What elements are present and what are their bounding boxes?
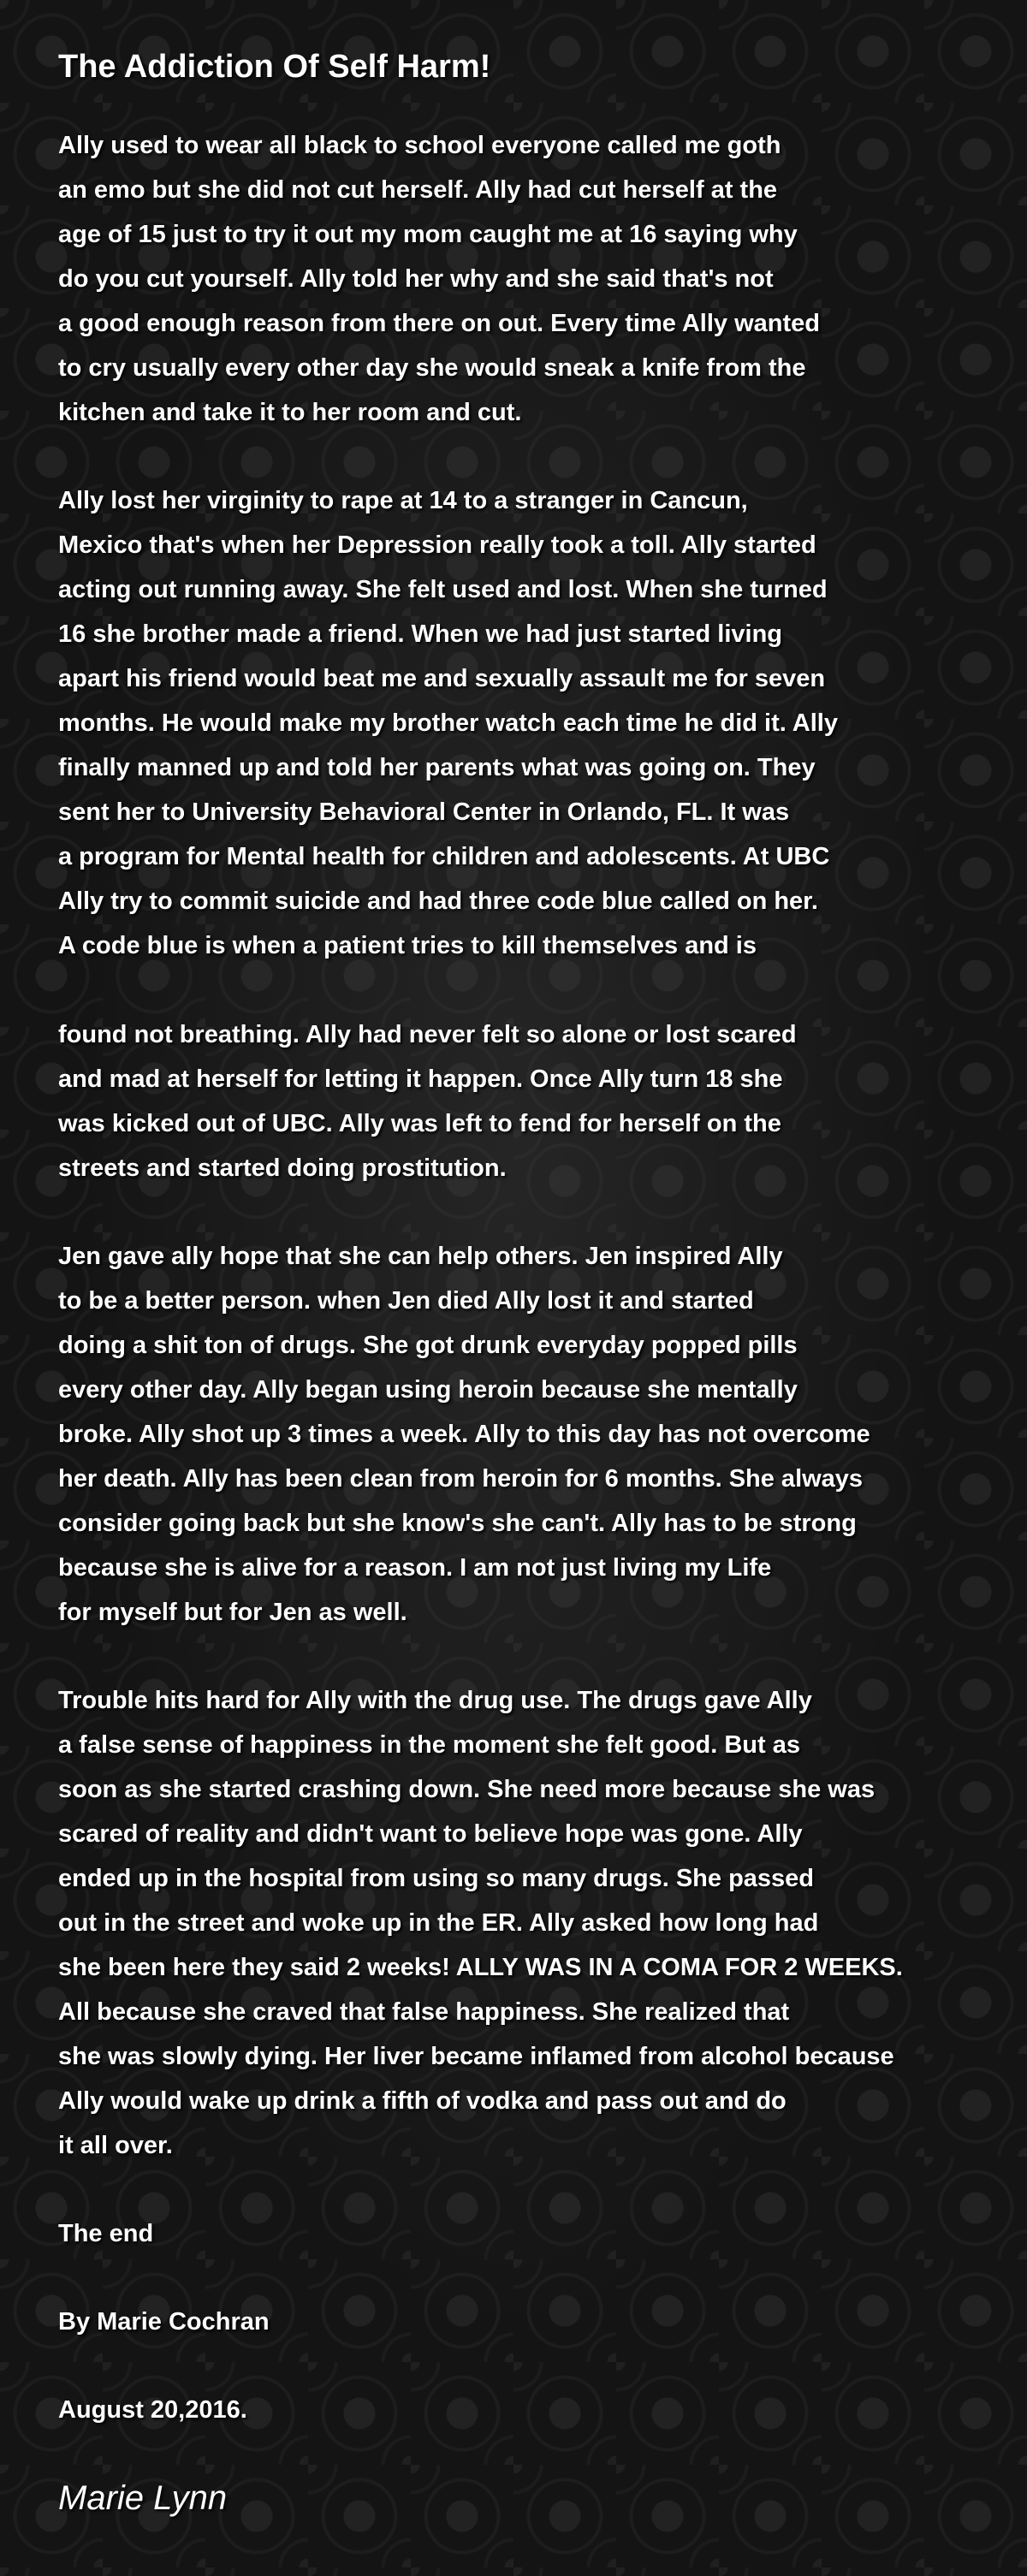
poem-line: it all over. <box>58 2132 173 2159</box>
poem-line: doing a shit ton of drugs. She got drunk everyday popped pills <box>58 1332 798 1359</box>
stanza <box>58 1678 1008 2168</box>
poem-line: 16 she brother made a friend. When we had just started living <box>58 620 783 648</box>
stanza <box>58 1234 1008 1635</box>
poem-line: acting out running away. She felt used and lost. When she turned <box>58 576 828 603</box>
poem-byline: By Marie Cochran <box>58 2308 270 2336</box>
poem-line: Ally would wake up drink a fifth of vodka and pass out and do <box>58 2087 787 2115</box>
poem-line: a false sense of happiness in the moment she felt good. But as <box>58 1731 800 1759</box>
poem-line: kitchen and take it to her room and cut. <box>58 399 522 426</box>
poem-line: her death. Ally has been clean from heroin for 6 months. She always <box>58 1465 864 1493</box>
poem-title: The Addiction Of Self Harm! <box>58 49 491 85</box>
poem-line: to cry usually every other day she would sneak a knife from the <box>58 354 806 382</box>
author-signature: Marie Lynn <box>58 2479 228 2517</box>
poem-line: broke. Ally shot up 3 times a week. Ally to this day has not overcome <box>58 1421 870 1448</box>
poem-line: sent her to University Behavioral Center in Orlando, FL. It was <box>58 798 790 826</box>
poem-line: Ally try to commit suicide and had three code blue called on her. <box>58 887 818 915</box>
poem-line: apart his friend would beat me and sexually assault me for seven <box>58 665 826 692</box>
poem-line: because she is alive for a reason. I am not just living my Life <box>58 1554 772 1582</box>
poem-line: Mexico that's when her Depression really took a toll. Ally started <box>58 531 816 559</box>
poem-line: streets and started doing prostitution. <box>58 1154 507 1182</box>
poem-line: an emo but she did not cut herself. Ally had cut herself at the <box>58 176 778 204</box>
poem-line: ended up in the hospital from using so many drugs. She passed <box>58 1865 815 1892</box>
poem-date: August 20,2016. <box>58 2396 247 2424</box>
poem-line: to be a better person. when Jen died Ally lost it and started <box>58 1287 754 1315</box>
poem-line: she been here they said 2 weeks! ALLY WAS IN A COMA FOR 2 WEEKS. <box>58 1954 903 1981</box>
poem-line: Ally used to wear all black to school everyone called me goth <box>58 132 781 159</box>
poem-line: a program for Mental health for children and adolescents. At UBC <box>58 843 830 870</box>
poem-line: do you cut yourself. Ally told her why and she said that's not <box>58 265 774 293</box>
poem-line: soon as she started crashing down. She need more because she was <box>58 1776 876 1803</box>
stanza <box>58 478 1008 1190</box>
poem-line: scared of reality and didn't want to believe hope was gone. Ally <box>58 1820 803 1848</box>
poem-line: a good enough reason from there on out. Every time Ally wanted <box>58 310 820 337</box>
poem-ending: The end <box>58 2220 154 2247</box>
poem-line: age of 15 just to try it out my mom caught me at 16 saying why <box>58 221 798 248</box>
poem-line: was kicked out of UBC. Ally was left to fend for herself on the <box>58 1110 781 1137</box>
poem-line: consider going back but she know's she can't. Ally has to be strong <box>58 1510 857 1537</box>
poem-line: Jen gave ally hope that she can help others. Jen inspired Ally <box>58 1243 783 1270</box>
poem-line: found not breathing. Ally had never felt so alone or lost scared <box>58 1021 797 1048</box>
poem-line: every other day. Ally began using heroin because she mentally <box>58 1376 798 1404</box>
poem <box>58 46 1008 2520</box>
poem-line: A code blue is when a patient tries to kill themselves and is <box>58 932 757 959</box>
poem-line: finally manned up and told her parents what was going on. They <box>58 754 816 781</box>
poem-body <box>58 123 1008 2168</box>
poem-line: for myself but for Jen as well. <box>58 1599 407 1626</box>
poem-line: Ally lost her virginity to rape at 14 to a stranger in Cancun, <box>58 487 748 514</box>
poem-line: out in the street and woke up in the ER. Ally asked how long had <box>58 1909 819 1937</box>
poem-line: months. He would make my brother watch each time he did it. Ally <box>58 709 838 737</box>
poem-line: Trouble hits hard for Ally with the drug use. The drugs gave Ally <box>58 1687 812 1714</box>
stanza <box>58 123 1008 435</box>
blank-line <box>58 968 1008 1012</box>
poem-line: she was slowly dying. Her liver became inflamed from alcohol because <box>58 2043 894 2070</box>
poem-line: All because she craved that false happiness. She realized that <box>58 1998 790 2026</box>
poem-line: and mad at herself for letting it happen. Once Ally turn 18 she <box>58 1065 783 1093</box>
